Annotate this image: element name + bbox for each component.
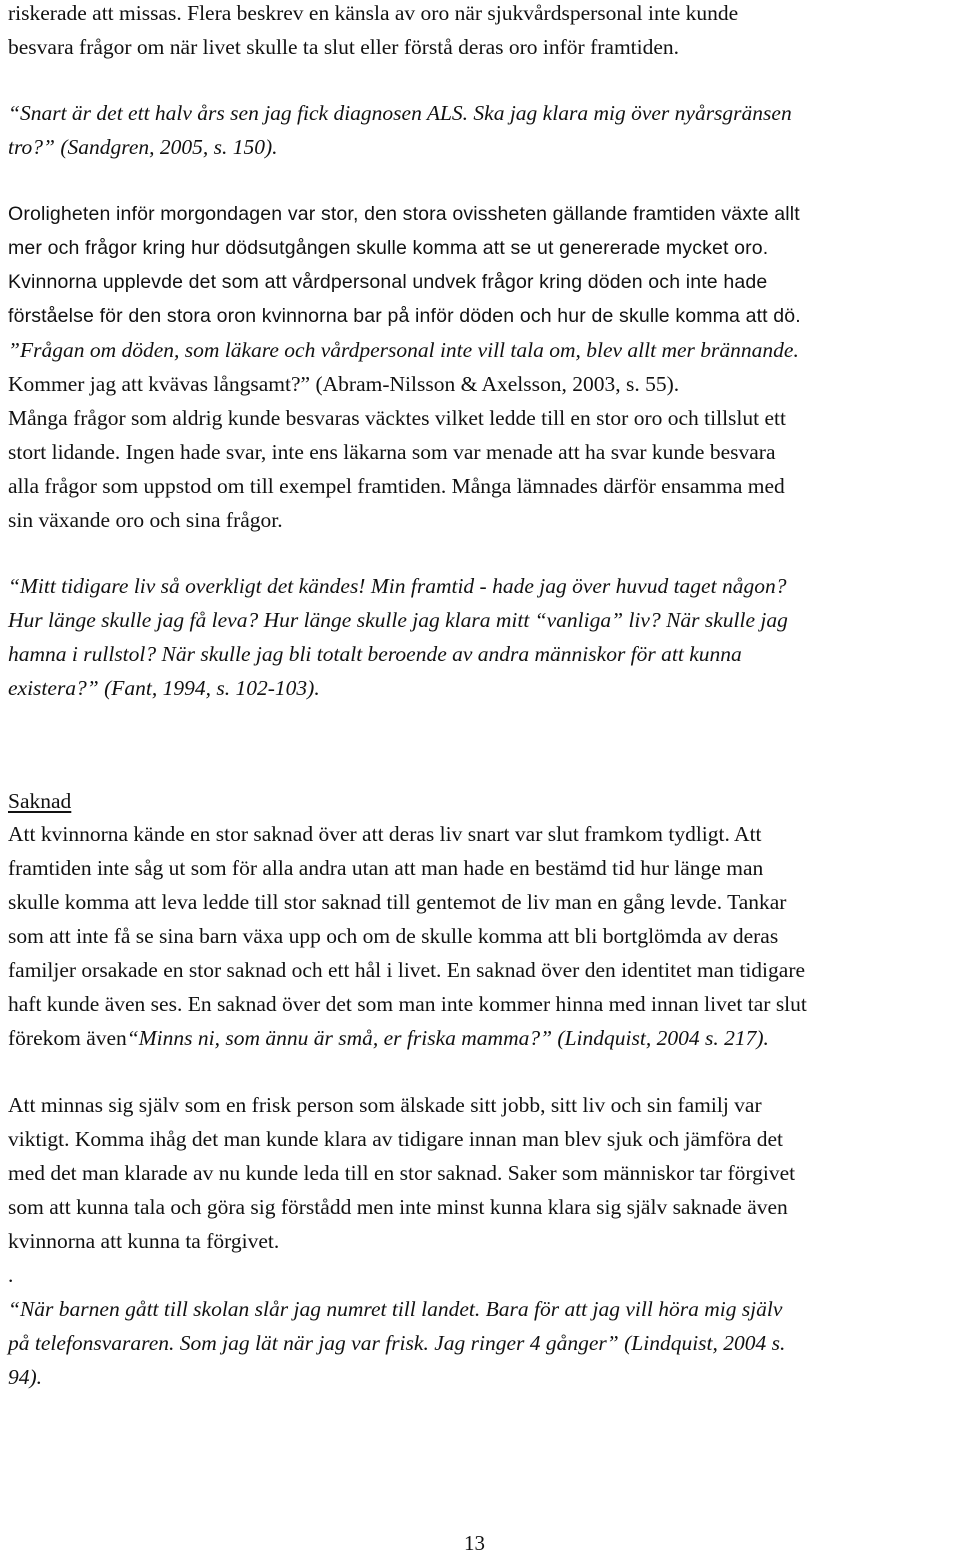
text-line: med det man klarade av nu kunde leda till en stor saknad. Saker som människor tar förgivet bbox=[8, 1161, 796, 1185]
saknad-paragraph bbox=[8, 817, 960, 1055]
text-line: Att kvinnorna kände en stor saknad över att deras liv snart var slut framkom tydligt. Att bbox=[8, 822, 762, 846]
sans-paragraph bbox=[8, 197, 960, 333]
text-line: som att kunna tala och göra sig förstådd men inte minst kunna klara sig själv saknade även bbox=[8, 1195, 788, 1219]
text-line: kvinnorna att kunna ta förgivet. bbox=[8, 1229, 280, 1253]
text-line: förståelse för den stora oron kvinnorna bar på inför döden och hur de skulle komma att dö. bbox=[8, 305, 801, 327]
text-line: Kommer jag att kvävas långsamt?” (Abram-Nilsson & Axelsson, 2003, s. 55). bbox=[8, 372, 680, 396]
text-line: som att inte få se sina barn växa upp och om de skulle komma att bli bortglömda av deras bbox=[8, 924, 779, 948]
text-line: existera?” (Fant, 1994, s. 102-103). bbox=[8, 676, 320, 700]
text-line: besvara frågor om när livet skulle ta slut eller förstå deras oro inför framtiden. bbox=[8, 35, 680, 59]
text-line: Oroligheten inför morgondagen var stor, den stora ovissheten gällande framtiden växte allt bbox=[8, 203, 800, 225]
stray-dot: . bbox=[8, 1263, 14, 1287]
text-line: familjer orsakade en stor saknad och ett hål i livet. En saknad över den identitet man tidigare bbox=[8, 958, 806, 982]
text-line: “När barnen gått till skolan slår jag numret till landet. Bara för att jag vill höra mig själv bbox=[8, 1297, 783, 1321]
text-line-with-quote bbox=[8, 1021, 960, 1055]
text-line: Att minnas sig själv som en frisk person som älskade sitt jobb, sitt liv och sin familj var bbox=[8, 1093, 762, 1117]
text-line: “Snart är det ett halv års sen jag fick diagnosen ALS. Ska jag klara mig över nyårsgränsen bbox=[8, 101, 792, 125]
text-line: alla frågor som uppstod om till exempel framtiden. Många lämnades därför ensamma med bbox=[8, 474, 785, 498]
text-line: 94). bbox=[8, 1365, 43, 1389]
remember-paragraph bbox=[8, 1088, 960, 1292]
quote-fant bbox=[8, 569, 960, 705]
text-line: mer och frågor kring hur dödsutgången skulle komma att se ut genererade mycket oro. bbox=[8, 237, 769, 259]
text-line: tro?” (Sandgren, 2005, s. 150). bbox=[8, 135, 278, 159]
text-line: viktigt. Komma ihåg det man kunde klara av tidigare innan man blev sjuk och jämföra det bbox=[8, 1127, 783, 1151]
quote-abram-nilsson bbox=[8, 333, 960, 401]
quote-lindquist-94 bbox=[8, 1292, 960, 1394]
text-fragment: förekom även bbox=[8, 1026, 127, 1050]
text-line: riskerade att missas. Flera beskrev en känsla av oro när sjukvårdspersonal inte kunde bbox=[8, 1, 739, 25]
text-line: Många frågor som aldrig kunde besvaras väcktes vilket ledde till en stor oro och tillslut ett bbox=[8, 406, 786, 430]
intro-paragraph bbox=[8, 0, 960, 64]
text-line: Hur länge skulle jag få leva? Hur länge skulle jag klara mitt “vanliga” liv? När skulle jag bbox=[8, 608, 788, 632]
text-line: “Mitt tidigare liv så overkligt det kändes! Min framtid - hade jag över huvud taget någon? bbox=[8, 574, 787, 598]
text-line: skulle komma att leva ledde till stor saknad till gentemot de liv man en gång levde. Tankar bbox=[8, 890, 787, 914]
quote-lindquist-217: “Minns ni, som ännu är små, er friska mamma?” (Lindquist, 2004 s. 217). bbox=[126, 1026, 769, 1050]
page-number: 13 bbox=[464, 1531, 485, 1555]
text-line: hamna i rullstol? När skulle jag bli totalt beroende av andra människor för att kunna bbox=[8, 642, 742, 666]
text-line: framtiden inte såg ut som för alla andra utan att man hade en bestämd tid hur länge man bbox=[8, 856, 764, 880]
text-line: stort lidande. Ingen hade svar, inte ens läkarna som var menade att ha svar kunde besvara bbox=[8, 440, 776, 464]
quote-sandgren bbox=[8, 96, 960, 164]
section-heading: Saknad bbox=[8, 789, 72, 813]
many-questions-paragraph bbox=[8, 401, 960, 537]
text-line: Kvinnorna upplevde det som att vårdpersonal undvek frågor kring döden och inte hade bbox=[8, 271, 768, 293]
text-line: haft kunde även ses. En saknad över det som man inte kommer hinna med innan livet tar slut bbox=[8, 992, 807, 1016]
text-line: på telefonsvararen. Som jag lät när jag var frisk. Jag ringer 4 gånger” (Lindquist, 2004 s. bbox=[8, 1331, 786, 1355]
text-line: ”Frågan om döden, som läkare och vårdpersonal inte vill tala om, blev allt mer brännande. bbox=[8, 338, 799, 362]
text-line: sin växande oro och sina frågor. bbox=[8, 508, 283, 532]
